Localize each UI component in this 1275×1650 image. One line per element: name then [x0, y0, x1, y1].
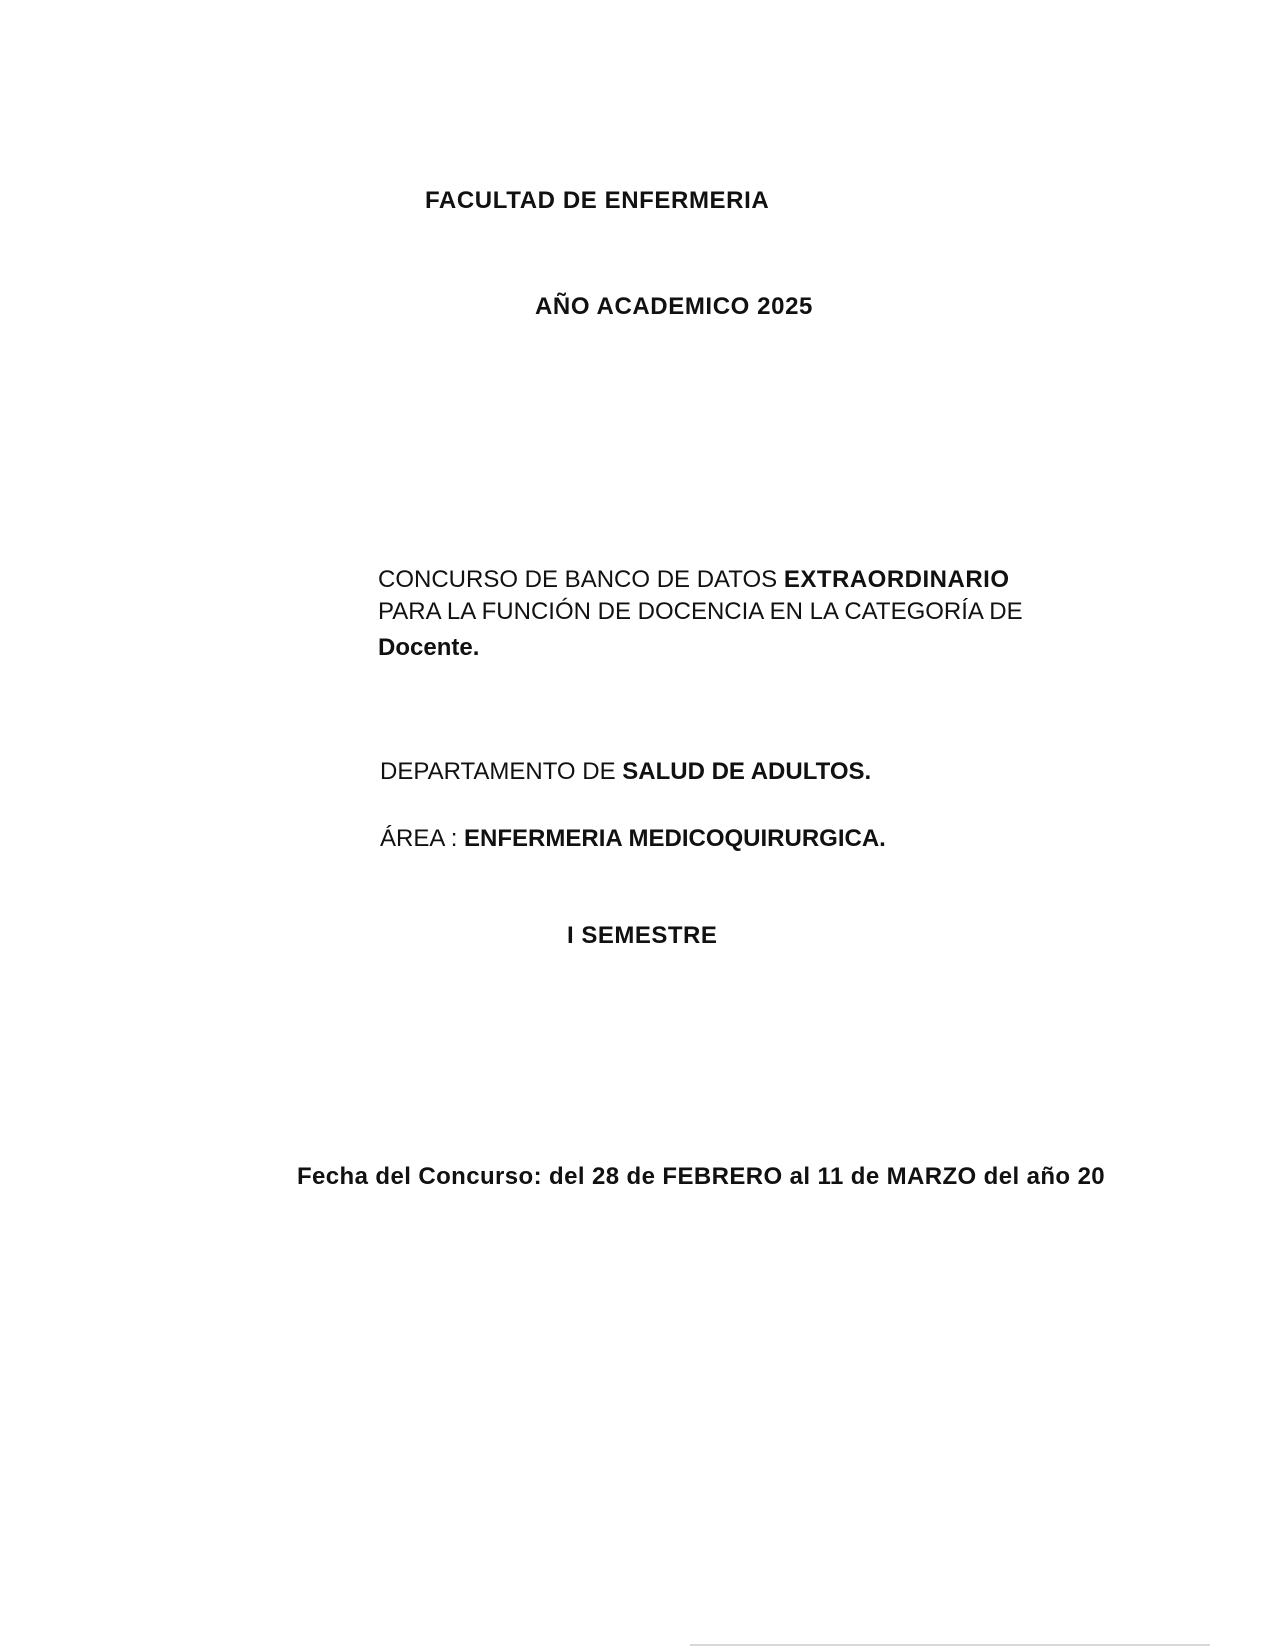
category-name: Docente. — [378, 634, 480, 661]
contest-type-highlight: EXTRAORDINARIO — [783, 566, 1010, 593]
faculty-title: FACULTAD DE ENFERMERIA — [425, 187, 770, 214]
area-line — [380, 824, 886, 854]
semester: I SEMESTRE — [567, 922, 718, 949]
page-bottom-edge — [690, 1644, 1210, 1646]
department-label: DEPARTAMENTO DE — [380, 758, 623, 785]
contest-title-line1 — [378, 565, 1010, 595]
academic-year: AÑO ACADEMICO 2025 — [535, 293, 813, 320]
department-line — [380, 757, 871, 787]
department-name: SALUD DE ADULTOS. — [622, 758, 872, 785]
contest-title-line2: PARA LA FUNCIÓN DE DOCENCIA EN LA CATEGORÍA DE — [378, 598, 1023, 625]
area-name: ENFERMERIA MEDICOQUIRURGICA. — [464, 825, 886, 852]
contest-type-prefix: CONCURSO DE BANCO DE DATOS — [378, 566, 784, 593]
contest-date: Fecha del Concurso: del 28 de FEBRERO al 11 de MARZO del año 20 — [297, 1163, 1106, 1190]
area-label: ÁREA : — [380, 825, 465, 852]
